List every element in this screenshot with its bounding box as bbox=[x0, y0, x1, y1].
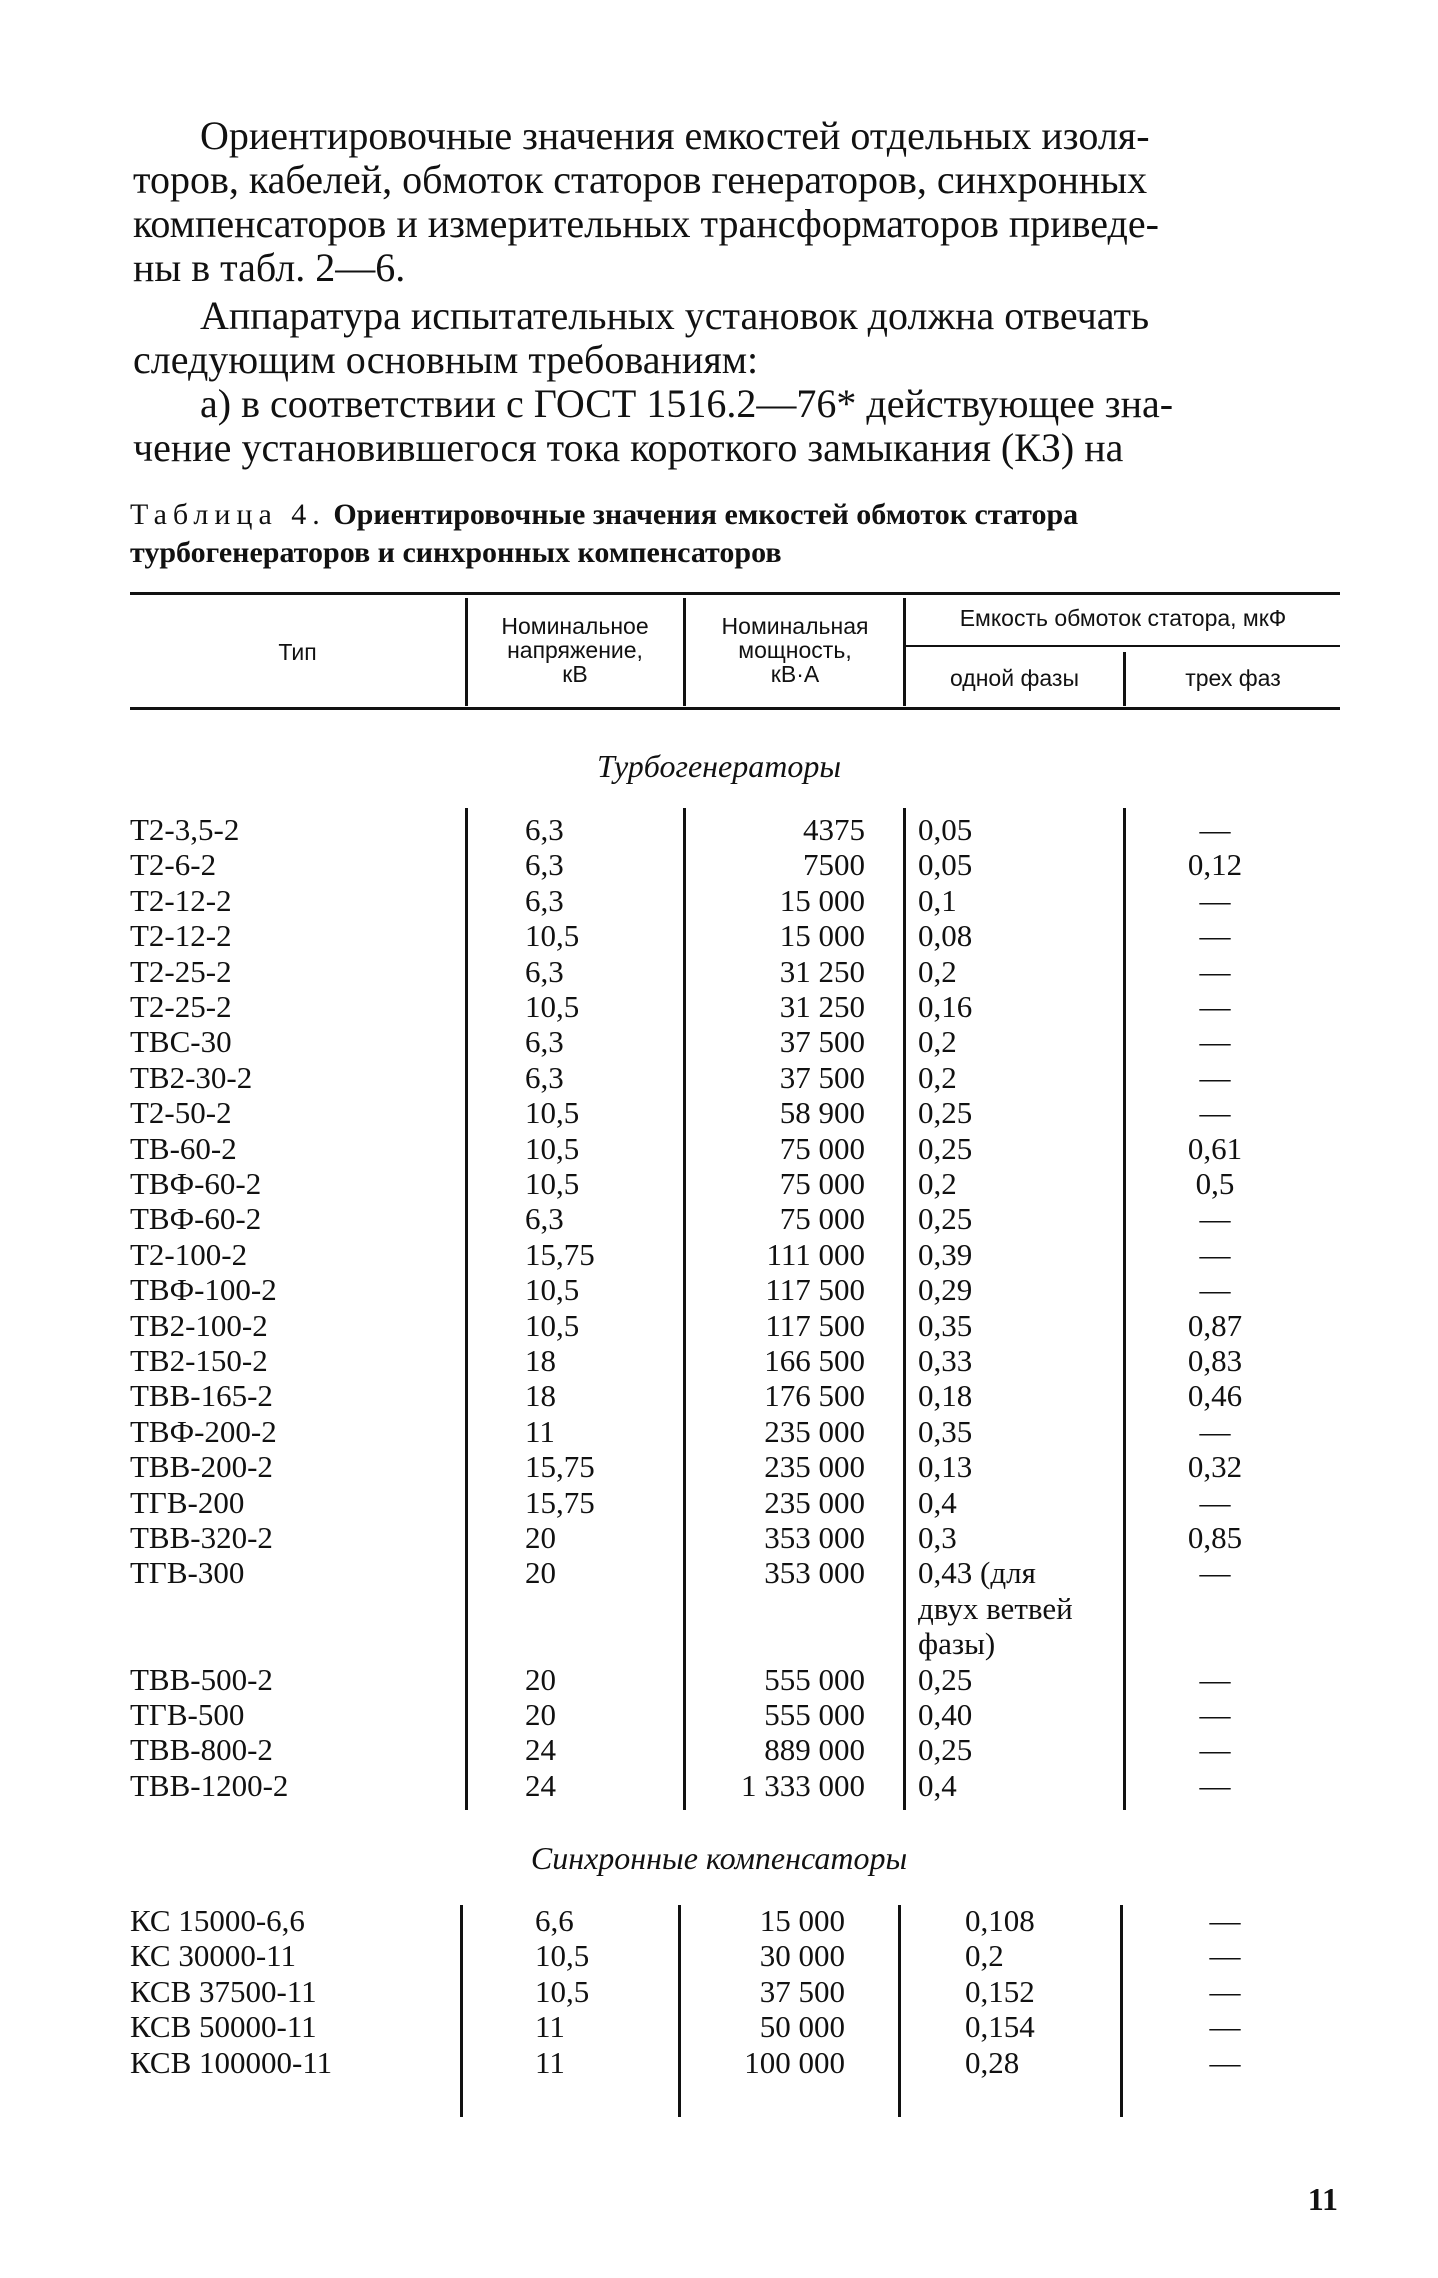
cell-three-phase: — bbox=[1199, 1024, 1231, 1060]
cell-three-phase: — bbox=[1199, 1236, 1231, 1272]
cell-type: ТГВ-300 bbox=[130, 1555, 245, 1591]
header-divider-2 bbox=[683, 598, 686, 706]
cell-power: 1 333 000 bbox=[741, 1767, 865, 1803]
cell-one-phase: 0,4 bbox=[918, 1767, 957, 1803]
cell-voltage: 15,75 bbox=[525, 1484, 595, 1520]
section-title-turbogenerators: Турбогенераторы bbox=[596, 748, 842, 784]
table-top-rule bbox=[130, 592, 1340, 595]
cell-type: ТВВ-1200-2 bbox=[130, 1767, 289, 1803]
header-power-line1: Номинальная bbox=[721, 613, 869, 639]
header-voltage-line3: кВ bbox=[562, 661, 588, 687]
cell-voltage: 10,5 bbox=[525, 918, 580, 954]
cell-one-phase: 0,2 bbox=[918, 1024, 957, 1060]
cell-power: 4375 bbox=[803, 812, 865, 847]
header-bottom-rule bbox=[130, 707, 1340, 710]
cell-type: ТВВ-800-2 bbox=[130, 1732, 273, 1768]
header-voltage bbox=[470, 614, 680, 686]
cell-power: 100 000 bbox=[744, 2044, 845, 2080]
cell-three-phase: — bbox=[1199, 918, 1231, 954]
cell-three-phase: 0,46 bbox=[1187, 1378, 1243, 1414]
paragraph-line-6: следующим основным требованиям: bbox=[133, 337, 759, 382]
cell-voltage: 20 bbox=[525, 1661, 556, 1697]
cell-three-phase: — bbox=[1199, 1732, 1231, 1768]
cell-one-phase: 0,25 bbox=[918, 1732, 973, 1768]
cell-type: ТВ2-150-2 bbox=[130, 1343, 268, 1378]
cell-three-phase: — bbox=[1199, 1059, 1231, 1095]
paragraph-line-5: Аппаратура испытательных установок должна отвечать bbox=[200, 293, 1150, 338]
cell-power: 31 250 bbox=[779, 953, 865, 989]
cell-one-phase: 0,25 bbox=[918, 1095, 973, 1131]
cell-three-phase: — bbox=[1199, 1201, 1231, 1237]
cell-voltage: 11 bbox=[525, 1413, 555, 1449]
cell-power: 58 900 bbox=[779, 1095, 865, 1131]
cell-type: ТВВ-500-2 bbox=[130, 1661, 273, 1697]
cell-three-phase: — bbox=[1199, 1555, 1231, 1591]
cell-three-phase: — bbox=[1199, 953, 1231, 989]
paragraph-line-7: а) в соответствии с ГОСТ 1516.2—76* действующее зна- bbox=[200, 381, 1174, 426]
cell-type: Т2-50-2 bbox=[130, 1095, 232, 1131]
s2-divider-1 bbox=[460, 1905, 463, 2117]
cell-voltage: 20 bbox=[525, 1697, 556, 1732]
cell-power: 7500 bbox=[803, 847, 865, 883]
cell-one-phase: 0,28 bbox=[965, 2044, 1020, 2080]
cell-one-phase: 0,4 bbox=[918, 1484, 957, 1520]
cell-three-phase: 0,32 bbox=[1187, 1449, 1243, 1485]
cell-one-phase: 0,25 bbox=[918, 1661, 973, 1697]
cell-power: 176 500 bbox=[764, 1378, 865, 1414]
header-voltage-line2: напряжение, bbox=[507, 637, 643, 663]
cell-three-phase: — bbox=[1199, 882, 1231, 918]
cell-type: ТГВ-500 bbox=[130, 1697, 245, 1732]
header-power bbox=[688, 614, 902, 686]
cell-one-phase: 0,35 bbox=[918, 1307, 973, 1343]
table-caption bbox=[130, 498, 1078, 532]
page-number: 11 bbox=[1307, 2181, 1338, 2217]
cell-type: Т2-3,5-2 bbox=[130, 812, 240, 847]
cell-voltage: 10,5 bbox=[525, 1095, 580, 1131]
cell-type: Т2-6-2 bbox=[130, 847, 217, 883]
cell-type: КСВ 100000-11 bbox=[130, 2044, 333, 2080]
cell-type: ТГВ-200 bbox=[130, 1484, 245, 1520]
cell-one-phase-cont: двух ветвей bbox=[918, 1590, 1073, 1626]
cell-one-phase: 0,05 bbox=[918, 812, 973, 847]
cell-type: КСВ 50000-11 bbox=[130, 2009, 317, 2045]
cell-voltage: 6,6 bbox=[535, 1903, 574, 1938]
paragraph-line-8: чение установившегося тока короткого замыкания (КЗ) на bbox=[133, 425, 1124, 470]
cell-voltage: 20 bbox=[525, 1555, 556, 1591]
cell-one-phase: 0,152 bbox=[965, 1973, 1035, 2009]
cell-three-phase: 0,12 bbox=[1187, 847, 1243, 883]
cell-voltage: 6,3 bbox=[525, 953, 564, 989]
cell-type: КС 15000-6,6 bbox=[130, 1903, 305, 1938]
cell-voltage: 11 bbox=[535, 2044, 565, 2080]
header-voltage-line1: Номинальное bbox=[501, 613, 649, 639]
cell-type: ТВ2-30-2 bbox=[130, 1059, 253, 1095]
cell-three-phase: — bbox=[1199, 1413, 1231, 1449]
cell-voltage: 18 bbox=[525, 1378, 556, 1414]
cell-voltage: 15,75 bbox=[525, 1236, 595, 1272]
cell-type: ТВ2-100-2 bbox=[130, 1307, 268, 1343]
cell-one-phase: 0,40 bbox=[918, 1697, 973, 1732]
header-power-line3: кВ·А bbox=[770, 661, 820, 687]
cell-type: ТВФ-100-2 bbox=[130, 1272, 277, 1308]
table-caption-line1: Ориентировочные значения емкостей обмоток статора bbox=[333, 498, 1079, 531]
cell-one-phase: 0,2 bbox=[918, 1166, 957, 1201]
header-three-phase: трех фаз bbox=[1185, 665, 1281, 691]
cell-type: Т2-25-2 bbox=[130, 989, 232, 1024]
cell-power: 75 000 bbox=[779, 1130, 865, 1166]
cell-power: 15 000 bbox=[759, 1903, 845, 1938]
cell-three-phase: 0,5 bbox=[1195, 1166, 1235, 1201]
cell-three-phase: — bbox=[1209, 2044, 1241, 2080]
cell-type: Т2-25-2 bbox=[130, 953, 232, 989]
cell-three-phase: 0,87 bbox=[1187, 1307, 1243, 1343]
cell-one-phase: 0,39 bbox=[918, 1236, 973, 1272]
cell-voltage: 10,5 bbox=[535, 1938, 590, 1974]
cell-voltage: 11 bbox=[535, 2009, 565, 2045]
table-caption-prefix: Таблица 4. bbox=[130, 498, 326, 531]
cell-type: ТВВ-320-2 bbox=[130, 1520, 273, 1555]
cell-three-phase: — bbox=[1199, 989, 1231, 1024]
cell-power: 37 500 bbox=[759, 1973, 845, 2009]
cell-three-phase: — bbox=[1199, 1697, 1231, 1732]
s1-divider-3 bbox=[903, 808, 906, 1810]
cell-one-phase: 0,08 bbox=[918, 918, 973, 954]
cell-power: 117 500 bbox=[765, 1272, 865, 1308]
cell-voltage: 10,5 bbox=[525, 1272, 580, 1308]
s1-divider-2 bbox=[683, 808, 686, 1810]
cell-voltage: 20 bbox=[525, 1520, 556, 1555]
cell-voltage: 10,5 bbox=[535, 1973, 590, 2009]
cell-type: КС 30000-11 bbox=[130, 1938, 297, 1974]
header-divider-1 bbox=[465, 598, 468, 706]
cell-power: 37 500 bbox=[779, 1024, 865, 1060]
cell-one-phase: 0,18 bbox=[918, 1378, 973, 1414]
cell-type: Т2-12-2 bbox=[130, 882, 232, 918]
cell-one-phase: 0,25 bbox=[918, 1130, 973, 1166]
cell-type: ТВВ-165-2 bbox=[130, 1378, 273, 1414]
cell-three-phase: 0,83 bbox=[1187, 1343, 1243, 1378]
cell-voltage: 18 bbox=[525, 1343, 556, 1378]
cell-power: 50 000 bbox=[759, 2009, 845, 2045]
cell-type: ТВС-30 bbox=[130, 1024, 232, 1060]
cell-voltage: 15,75 bbox=[525, 1449, 595, 1485]
cell-power: 555 000 bbox=[764, 1661, 865, 1697]
cell-voltage: 6,3 bbox=[525, 1059, 564, 1095]
cell-type: ТВФ-60-2 bbox=[130, 1166, 262, 1201]
cell-voltage: 6,3 bbox=[525, 812, 564, 847]
s1-divider-1 bbox=[465, 808, 468, 1810]
cell-one-phase: 0,05 bbox=[918, 847, 973, 883]
cell-one-phase: 0,154 bbox=[965, 2009, 1035, 2045]
cell-power: 555 000 bbox=[764, 1697, 865, 1732]
paragraph-line-1: Ориентировочные значения емкостей отдельных изоля- bbox=[200, 113, 1150, 158]
cell-power: 75 000 bbox=[779, 1201, 865, 1237]
cell-three-phase: 0,61 bbox=[1187, 1130, 1243, 1166]
cell-three-phase: — bbox=[1199, 812, 1231, 847]
header-type: Тип bbox=[278, 639, 317, 665]
cell-power: 117 500 bbox=[765, 1307, 865, 1343]
cell-voltage: 24 bbox=[525, 1732, 556, 1768]
table-caption-2: турбогенераторов и синхронных компенсаторов bbox=[130, 536, 782, 569]
cell-voltage: 24 bbox=[525, 1767, 556, 1803]
cell-one-phase: 0,1 bbox=[918, 882, 957, 918]
header-one-phase: одной фазы bbox=[950, 665, 1079, 691]
header-power-line2: мощность, bbox=[738, 637, 852, 663]
cell-voltage: 6,3 bbox=[525, 847, 564, 883]
cell-one-phase: 0,43 (для bbox=[918, 1555, 1036, 1591]
cell-one-phase: 0,2 bbox=[965, 1938, 1004, 1974]
cell-type: ТВФ-200-2 bbox=[130, 1413, 277, 1449]
cell-power: 75 000 bbox=[779, 1166, 865, 1201]
cell-type: ТВФ-60-2 bbox=[130, 1201, 262, 1237]
cell-three-phase: 0,85 bbox=[1187, 1520, 1243, 1555]
cell-voltage: 10,5 bbox=[525, 1130, 580, 1166]
header-capacity: Емкость обмоток статора, мкФ bbox=[959, 605, 1287, 631]
cell-type: ТВ-60-2 bbox=[130, 1130, 237, 1166]
cell-three-phase: — bbox=[1199, 1272, 1231, 1308]
s2-divider-3 bbox=[898, 1905, 901, 2117]
cell-three-phase: — bbox=[1209, 1938, 1241, 1974]
s1-divider-4 bbox=[1123, 808, 1126, 1810]
cell-one-phase: 0,29 bbox=[918, 1272, 973, 1308]
cell-type: Т2-12-2 bbox=[130, 918, 232, 954]
cell-power: 235 000 bbox=[764, 1449, 865, 1485]
cell-type: Т2-100-2 bbox=[130, 1236, 248, 1272]
cell-power: 166 500 bbox=[764, 1343, 865, 1378]
cell-voltage: 6,3 bbox=[525, 1024, 564, 1060]
cell-power: 37 500 bbox=[779, 1059, 865, 1095]
cell-three-phase: — bbox=[1199, 1484, 1231, 1520]
cell-one-phase: 0,16 bbox=[918, 989, 973, 1024]
cell-power: 889 000 bbox=[764, 1732, 865, 1768]
cell-one-phase: 0,33 bbox=[918, 1343, 973, 1378]
cell-power: 111 000 bbox=[766, 1236, 865, 1272]
cell-voltage: 10,5 bbox=[525, 1307, 580, 1343]
cell-power: 15 000 bbox=[779, 918, 865, 954]
cell-power: 353 000 bbox=[764, 1520, 865, 1555]
cell-voltage: 10,5 bbox=[525, 1166, 580, 1201]
cell-voltage: 6,3 bbox=[525, 882, 564, 918]
paragraph-line-2: торов, кабелей, обмоток статоров генераторов, синхронных bbox=[133, 157, 1148, 202]
cell-three-phase: — bbox=[1199, 1661, 1231, 1697]
cell-one-phase: 0,108 bbox=[965, 1903, 1035, 1938]
cell-voltage: 10,5 bbox=[525, 989, 580, 1024]
cell-power: 235 000 bbox=[764, 1484, 865, 1520]
cell-one-phase: 0,13 bbox=[918, 1449, 973, 1485]
cell-one-phase: 0,2 bbox=[918, 1059, 957, 1095]
cell-type: ТВВ-200-2 bbox=[130, 1449, 273, 1485]
cell-three-phase: — bbox=[1199, 1767, 1231, 1803]
cell-power: 30 000 bbox=[759, 1938, 845, 1974]
paragraph-line-4: ны в табл. 2—6. bbox=[133, 245, 406, 290]
paragraph-line-3: компенсаторов и измерительных трансформаторов приведе- bbox=[133, 201, 1159, 246]
cell-one-phase: 0,25 bbox=[918, 1201, 973, 1237]
cell-three-phase: — bbox=[1199, 1095, 1231, 1131]
cell-three-phase: — bbox=[1209, 1903, 1241, 1938]
cell-power: 15 000 bbox=[779, 882, 865, 918]
cell-power: 31 250 bbox=[779, 989, 865, 1024]
cell-three-phase: — bbox=[1209, 1973, 1241, 2009]
cell-one-phase: 0,3 bbox=[918, 1520, 957, 1555]
cell-voltage: 6,3 bbox=[525, 1201, 564, 1237]
cell-three-phase: — bbox=[1209, 2009, 1241, 2045]
cell-type: КСВ 37500-11 bbox=[130, 1973, 317, 2009]
cell-one-phase: 0,35 bbox=[918, 1413, 973, 1449]
cell-power: 235 000 bbox=[764, 1413, 865, 1449]
cell-power: 353 000 bbox=[764, 1555, 865, 1591]
section-title-compensators: Синхронные компенсаторы bbox=[530, 1840, 908, 1876]
cell-one-phase: 0,2 bbox=[918, 953, 957, 989]
capacity-subheader-rule bbox=[905, 645, 1340, 647]
cell-one-phase-cont: фазы) bbox=[918, 1626, 996, 1662]
